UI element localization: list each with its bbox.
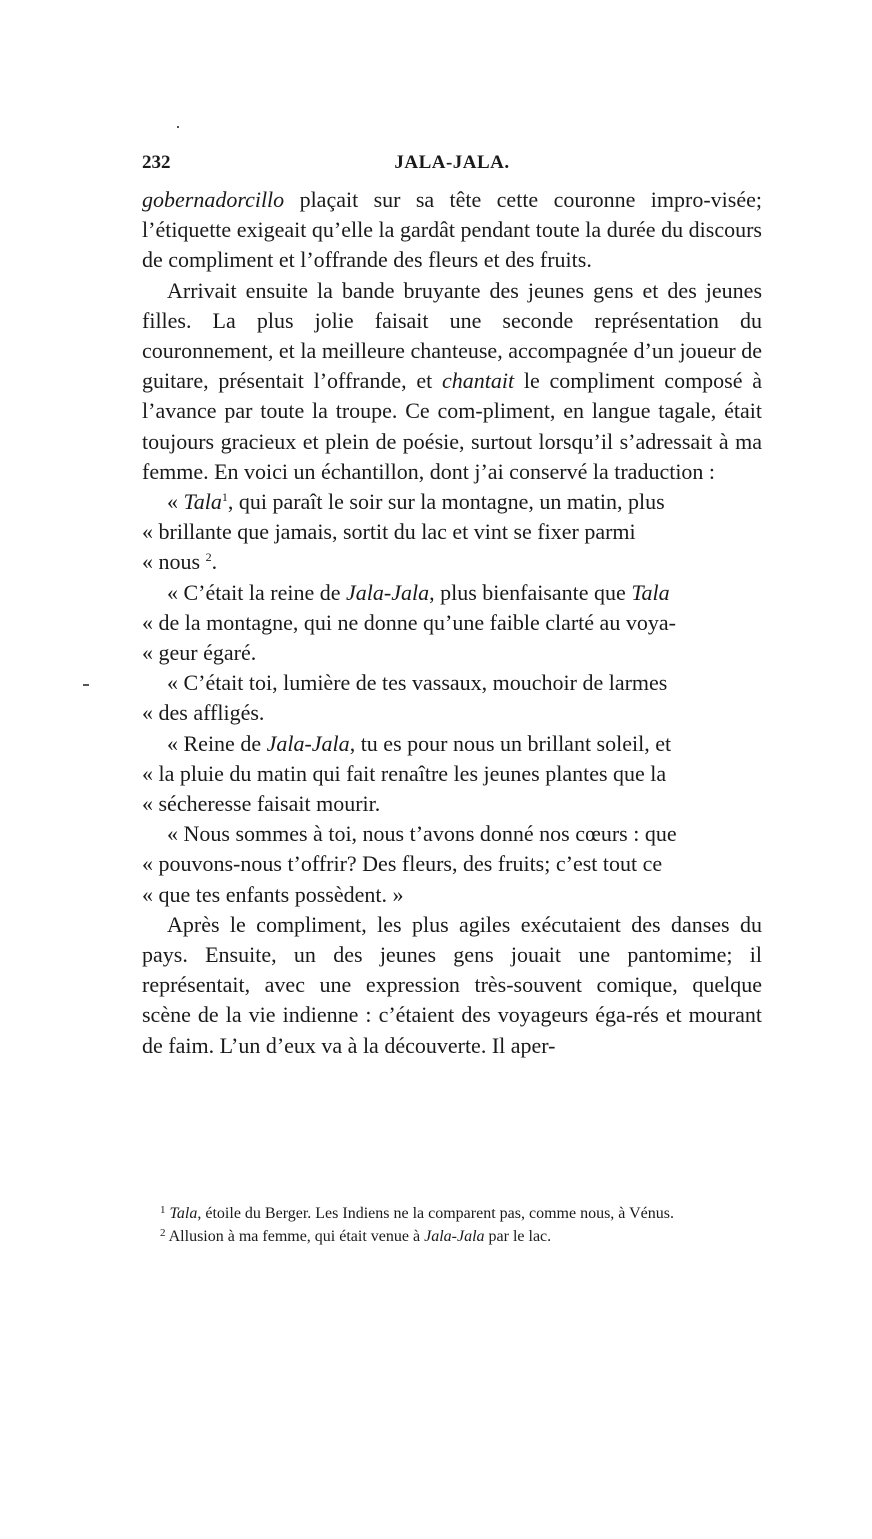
verse-line: . [211, 549, 218, 575]
verse-line: , tu es pour nous un brillant soleil, et [349, 730, 672, 756]
italic-term: Tala [169, 1205, 198, 1222]
quote-mark: « [167, 489, 184, 515]
verse-line: « de la montagne, qui ne donne qu’une faible clarté au voya- [142, 609, 676, 635]
page-number: 232 [142, 152, 171, 173]
verse-stanza [142, 819, 762, 910]
footnote-text: par le lac. [484, 1228, 552, 1245]
running-header [142, 152, 762, 176]
italic-term: Tala [183, 489, 222, 515]
italic-term: Jala-Jala [345, 579, 430, 605]
footnote [142, 1225, 762, 1248]
footnotes [142, 1202, 762, 1248]
running-title: JALA-JALA. [394, 152, 510, 173]
footnote-ref[interactable]: 2 [205, 550, 212, 565]
verse-line: « brillante que jamais, sortit du lac et vint se fixer parmi [142, 519, 636, 545]
verse-line: , plus bienfaisante que [429, 579, 632, 605]
italic-term: Jala-Jala [424, 1228, 485, 1245]
footnote-text: Allusion à ma femme, qui était venue à [165, 1228, 425, 1245]
verse-line: , qui paraît le soir sur la montagne, un matin, plus [227, 489, 665, 515]
italic-term: gobernadorcillo [142, 187, 285, 212]
verse-line: « la pluie du matin qui fait renaître les jeunes plantes que la [142, 760, 667, 786]
footnote-marker: 2 [160, 1227, 166, 1239]
verse-line: « des affligés. [142, 700, 265, 726]
footnote-text: , étoile du Berger. Les Indiens ne la comparent pas, comme nous, à Vénus. [197, 1205, 674, 1222]
verse-line: « C’était la reine de [167, 579, 346, 605]
verse-stanza [142, 729, 762, 820]
verse-line: « geur égaré. [142, 640, 257, 666]
paragraph-text: Arrivait ensuite la bande bruyante des jeunes gens et des jeunes filles. La plus jolie faisait une seconde représentation du couronnement, et la meilleure chanteuse, accompagnée d’un joueur de guitare, présentait l’offrande, et [142, 277, 762, 394]
verse-line: « sécheresse faisait mourir. [142, 791, 381, 817]
italic-term: Tala [631, 579, 670, 605]
paragraph [142, 910, 762, 1061]
paragraph-continued [142, 185, 762, 276]
paragraph-text: Après le compliment, les plus agiles exécutaient des danses du pays. Ensuite, un des jeunes gens jouait une pantomime; il représentait, avec une expression très-souvent comique, quelque scène de la vie indienne : c’étaient des voyageurs éga-rés et mourant de faim. L’un d’eux va à la découverte. Il aper- [142, 911, 762, 1058]
footnote-marker: 1 [160, 1204, 166, 1216]
verse-line: « Reine de [167, 730, 267, 756]
paragraph-text: le compliment composé à l’avance par toute la troupe. Ce com-pliment, en langue tagale, était toujours gracieux et plein de poésie, surtout lorsqu’il s’adressait à ma femme. En voici un échantillon, dont j’ai conservé la traduction : [142, 368, 763, 484]
verse-line: « nous [142, 549, 206, 575]
print-speck [177, 126, 179, 128]
verse-line: « Nous sommes à toi, nous t’avons donné nos cœurs : que [167, 821, 677, 847]
verse-stanza [142, 578, 762, 669]
italic-term: Jala-Jala [266, 730, 350, 756]
verse-stanza [142, 668, 762, 728]
paragraph [142, 276, 762, 487]
verse-line: « C’était toi, lumière de tes vassaux, mouchoir de larmes [167, 670, 668, 696]
verse-stanza [142, 487, 762, 578]
print-speck [83, 684, 89, 686]
italic-term: chantait [442, 368, 515, 394]
verse-line: « que tes enfants possèdent. » [142, 881, 404, 907]
paragraph-text: plaçait sur sa tête cette couronne impro-visée; l’étiquette exigeait qu’elle la gardât pendant toute la durée du discours de compliment et l’offrande des fleurs et des fruits. [142, 187, 762, 273]
verse-line: « pouvons-nous t’offrir? Des fleurs, des fruits; c’est tout ce [142, 851, 663, 877]
footnote [142, 1202, 762, 1225]
body-text [142, 185, 762, 1061]
footnote-ref[interactable]: 1 [221, 490, 228, 505]
